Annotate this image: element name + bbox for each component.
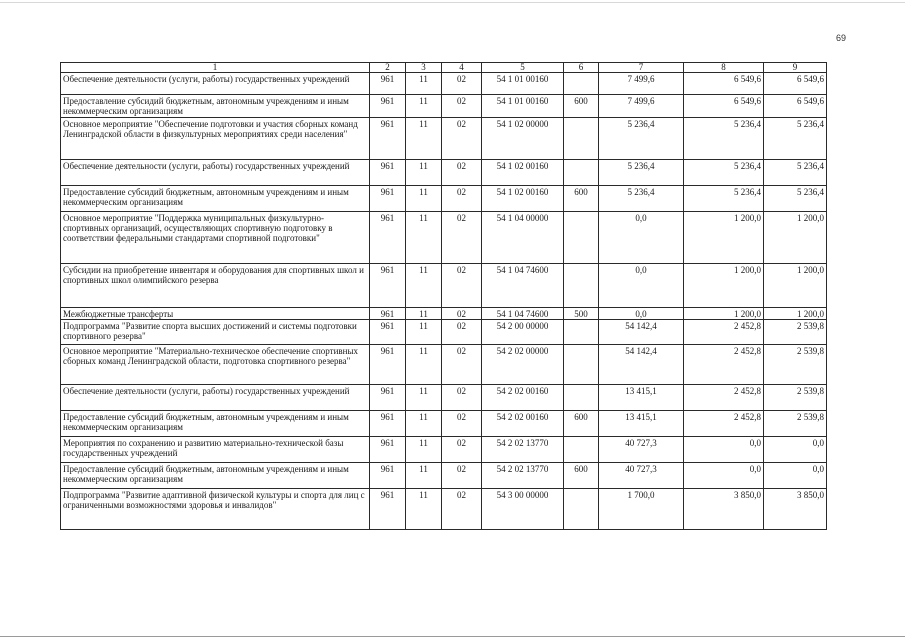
cell-section-code: 11 [406,385,442,411]
cell-subsection-code: 02 [442,186,482,212]
cell-amount-year3: 5 236,4 [764,160,827,186]
cell-ministry-code: 961 [370,411,406,437]
cell-subsection-code: 02 [442,320,482,345]
cell-target-article: 54 3 00 00000 [482,489,564,530]
cell-name: Основное мероприятие "Обеспечение подготовки и участия сборных команд Ленинградской области в физкультурных мероприятиях среди населения" [61,118,370,160]
cell-name: Мероприятия по сохранению и развитию материально-технической базы государственных учреждений [61,437,370,463]
cell-target-article: 54 2 02 13770 [482,437,564,463]
cell-target-article: 54 1 02 00160 [482,186,564,212]
cell-amount-year2: 5 236,4 [684,186,764,212]
cell-target-article: 54 2 02 13770 [482,463,564,489]
header-col-4: 4 [442,63,482,73]
cell-amount-year1: 13 415,1 [599,411,684,437]
cell-target-article: 54 1 01 00160 [482,73,564,95]
cell-amount-year3: 0,0 [764,437,827,463]
cell-target-article: 54 2 00 00000 [482,320,564,345]
cell-section-code: 11 [406,186,442,212]
cell-amount-year2: 6 549,6 [684,95,764,118]
cell-amount-year1: 1 700,0 [599,489,684,530]
cell-subsection-code: 02 [442,160,482,186]
cell-amount-year3: 6 549,6 [764,95,827,118]
cell-amount-year3: 6 549,6 [764,73,827,95]
cell-ministry-code: 961 [370,437,406,463]
cell-section-code: 11 [406,320,442,345]
cell-amount-year2: 0,0 [684,463,764,489]
cell-expense-type [564,320,599,345]
cell-section-code: 11 [406,345,442,385]
cell-amount-year3: 1 200,0 [764,264,827,308]
cell-expense-type [564,437,599,463]
cell-target-article: 54 1 02 00000 [482,118,564,160]
cell-section-code: 11 [406,118,442,160]
cell-target-article: 54 2 02 00000 [482,345,564,385]
cell-target-article: 54 1 02 00160 [482,160,564,186]
cell-section-code: 11 [406,95,442,118]
cell-section-code: 11 [406,160,442,186]
cell-name: Предоставление субсидий бюджетным, автономным учреждениям и иным некоммерческим организациям [61,411,370,437]
table-row [61,411,827,437]
header-col-5: 5 [482,63,564,73]
table-row [61,308,827,320]
cell-name: Субсидии на приобретение инвентаря и оборудования для спортивных школ и спортивных школ олимпийского резерва [61,264,370,308]
cell-subsection-code: 02 [442,345,482,385]
cell-target-article: 54 1 04 74600 [482,264,564,308]
cell-section-code: 11 [406,212,442,264]
budget-table [60,62,827,530]
cell-amount-year2: 1 200,0 [684,212,764,264]
cell-amount-year2: 5 236,4 [684,118,764,160]
cell-amount-year3: 0,0 [764,463,827,489]
cell-subsection-code: 02 [442,385,482,411]
cell-amount-year3: 3 850,0 [764,489,827,530]
cell-expense-type [564,489,599,530]
cell-expense-type [564,118,599,160]
cell-ministry-code: 961 [370,489,406,530]
cell-ministry-code: 961 [370,73,406,95]
table-row [61,463,827,489]
cell-section-code: 11 [406,264,442,308]
cell-target-article: 54 1 04 74600 [482,308,564,320]
cell-name: Основное мероприятие "Поддержка муниципальных физкультурно-спортивных организаций, осуществляющих спортивную подготовку в соответствии федеральными стандартами спортивной подготовки" [61,212,370,264]
cell-expense-type [564,345,599,385]
cell-subsection-code: 02 [442,264,482,308]
table-row [61,264,827,308]
cell-subsection-code: 02 [442,489,482,530]
header-col-2: 2 [370,63,406,73]
cell-section-code: 11 [406,308,442,320]
table-row [61,160,827,186]
cell-amount-year1: 5 236,4 [599,160,684,186]
cell-ministry-code: 961 [370,95,406,118]
cell-amount-year3: 2 539,8 [764,385,827,411]
cell-ministry-code: 961 [370,212,406,264]
cell-amount-year3: 5 236,4 [764,186,827,212]
cell-section-code: 11 [406,411,442,437]
cell-name: Обеспечение деятельности (услуги, работы) государственных учреждений [61,160,370,186]
cell-expense-type [564,160,599,186]
cell-target-article: 54 2 02 00160 [482,411,564,437]
cell-name: Подпрограмма "Развитие адаптивной физической культуры и спорта для лиц с ограниченными возможностями здоровья и инвалидов" [61,489,370,530]
cell-name: Предоставление субсидий бюджетным, автономным учреждениям и иным некоммерческим организациям [61,95,370,118]
cell-subsection-code: 02 [442,95,482,118]
table-row [61,320,827,345]
cell-expense-type [564,264,599,308]
cell-subsection-code: 02 [442,411,482,437]
table-row [61,73,827,95]
cell-expense-type [564,385,599,411]
table-row [61,489,827,530]
scan-bottom-edge [0,636,905,637]
cell-amount-year2: 2 452,8 [684,411,764,437]
cell-ministry-code: 961 [370,118,406,160]
cell-section-code: 11 [406,437,442,463]
cell-expense-type [564,73,599,95]
table-row [61,212,827,264]
header-col-6: 6 [564,63,599,73]
scan-top-edge [0,2,905,3]
cell-ministry-code: 961 [370,463,406,489]
cell-amount-year3: 2 539,8 [764,411,827,437]
cell-amount-year2: 3 850,0 [684,489,764,530]
table-row [61,186,827,212]
cell-name: Предоставление субсидий бюджетным, автономным учреждениям и иным некоммерческим организациям [61,186,370,212]
header-col-9: 9 [764,63,827,73]
cell-subsection-code: 02 [442,308,482,320]
cell-amount-year1: 7 499,6 [599,95,684,118]
cell-amount-year3: 1 200,0 [764,212,827,264]
cell-expense-type: 500 [564,308,599,320]
cell-amount-year2: 2 452,8 [684,320,764,345]
cell-ministry-code: 961 [370,186,406,212]
cell-amount-year1: 5 236,4 [599,118,684,160]
header-col-8: 8 [684,63,764,73]
cell-name: Обеспечение деятельности (услуги, работы) государственных учреждений [61,73,370,95]
cell-amount-year1: 40 727,3 [599,463,684,489]
cell-amount-year1: 0,0 [599,264,684,308]
cell-expense-type: 600 [564,411,599,437]
cell-ministry-code: 961 [370,320,406,345]
cell-expense-type: 600 [564,186,599,212]
table-row [61,118,827,160]
cell-subsection-code: 02 [442,463,482,489]
cell-amount-year1: 13 415,1 [599,385,684,411]
cell-amount-year2: 0,0 [684,437,764,463]
cell-section-code: 11 [406,489,442,530]
cell-amount-year2: 1 200,0 [684,308,764,320]
cell-name: Обеспечение деятельности (услуги, работы) государственных учреждений [61,385,370,411]
cell-amount-year2: 2 452,8 [684,345,764,385]
table-row [61,385,827,411]
cell-amount-year2: 5 236,4 [684,160,764,186]
cell-target-article: 54 2 02 00160 [482,385,564,411]
cell-amount-year1: 7 499,6 [599,73,684,95]
cell-amount-year1: 54 142,4 [599,345,684,385]
table-body [61,73,827,530]
table-header-row [61,63,827,73]
header-col-1: 1 [61,63,370,73]
cell-subsection-code: 02 [442,437,482,463]
cell-section-code: 11 [406,463,442,489]
cell-amount-year3: 2 539,8 [764,345,827,385]
cell-name: Межбюджетные трансферты [61,308,370,320]
cell-target-article: 54 1 04 00000 [482,212,564,264]
cell-expense-type [564,212,599,264]
cell-target-article: 54 1 01 00160 [482,95,564,118]
cell-amount-year2: 1 200,0 [684,264,764,308]
cell-subsection-code: 02 [442,118,482,160]
cell-amount-year3: 5 236,4 [764,118,827,160]
table-row [61,95,827,118]
cell-ministry-code: 961 [370,160,406,186]
cell-name: Подпрограмма "Развитие спорта высших достижений и системы подготовки спортивного резерва" [61,320,370,345]
cell-ministry-code: 961 [370,345,406,385]
cell-amount-year1: 40 727,3 [599,437,684,463]
table-row [61,437,827,463]
cell-amount-year1: 54 142,4 [599,320,684,345]
page-number: 69 [836,33,847,43]
header-col-3: 3 [406,63,442,73]
cell-subsection-code: 02 [442,212,482,264]
cell-amount-year2: 2 452,8 [684,385,764,411]
header-col-7: 7 [599,63,684,73]
cell-ministry-code: 961 [370,264,406,308]
cell-section-code: 11 [406,73,442,95]
cell-ministry-code: 961 [370,385,406,411]
cell-amount-year1: 0,0 [599,212,684,264]
cell-amount-year2: 6 549,6 [684,73,764,95]
cell-ministry-code: 961 [370,308,406,320]
cell-expense-type: 600 [564,463,599,489]
cell-amount-year1: 5 236,4 [599,186,684,212]
cell-amount-year3: 1 200,0 [764,308,827,320]
cell-expense-type: 600 [564,95,599,118]
cell-amount-year1: 0,0 [599,308,684,320]
cell-name: Основное мероприятие "Материально-техническое обеспечение спортивных сборных команд Ленинградской области, подготовка спортивного резерва" [61,345,370,385]
table-row [61,345,827,385]
cell-subsection-code: 02 [442,73,482,95]
cell-name: Предоставление субсидий бюджетным, автономным учреждениям и иным некоммерческим организациям [61,463,370,489]
cell-amount-year3: 2 539,8 [764,320,827,345]
